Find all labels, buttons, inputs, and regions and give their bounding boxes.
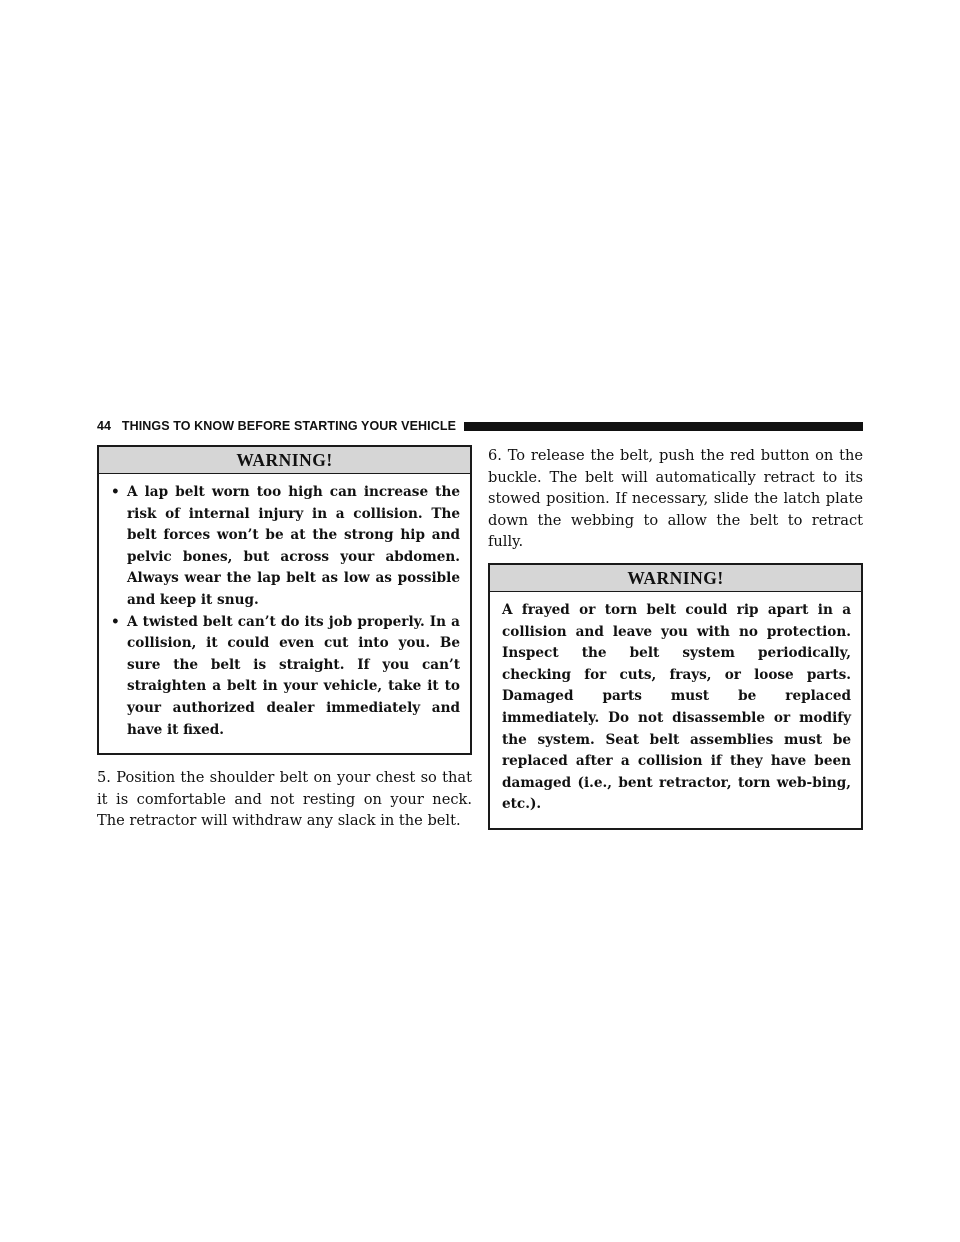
lap-belt-warning-box [97, 445, 472, 755]
header-rule [464, 422, 863, 431]
warning-title: WARNING! [99, 447, 470, 474]
release-belt-paragraph: 6. To release the belt, push the red button on the buckle. The belt will automatically retract to its stowed position. If necessary, slide the latch plate down the webbing to allow the belt to retract fully. [488, 447, 863, 551]
section-title: THINGS TO KNOW BEFORE STARTING YOUR VEHICLE [121, 419, 457, 433]
bullet-icon: • [111, 484, 120, 500]
warning-bullet-item [111, 612, 460, 742]
right-column [488, 445, 863, 830]
frayed-belt-warning-box [488, 563, 863, 830]
warning-body [99, 474, 470, 753]
warning-bullet-item [111, 482, 460, 612]
warning-body: A frayed or torn belt could rip apart in a collision and leave you with no protection. Inspect the belt system periodically, checking for cuts, frays, or loose parts. Damaged parts must be replaced immediately. Do not disassemble or modify the system. Seat belt assemblies must be replaced after a collision if they have been damaged (i.e., bent retractor, torn web-bing, etc.). [502, 601, 851, 813]
warning-title: WARNING! [490, 565, 861, 592]
warning-bullet-text: A lap belt worn too high can increase the risk of internal injury in a collision. The belt forces won’t be at the strong hip and pelvic bones, but across your abdomen. Always wear the lap belt as low as possible and keep it snug. [127, 484, 460, 608]
page-header-text [97, 419, 456, 433]
shoulder-belt-paragraph: 5. Position the shoulder belt on your chest so that it is comfortable and not resting on your neck. The retractor will withdraw any slack in the belt. [97, 769, 472, 830]
left-column [97, 445, 472, 832]
page-header [97, 418, 863, 434]
warning-bullet-text: A twisted belt can’t do its job properly. In a collision, it could even cut into you. Be sure the belt is straight. If you can’t straighten a belt in your vehicle, take it to your authorized dealer immediately and have it fixed. [127, 613, 460, 738]
page-number: 44 [97, 419, 112, 433]
bullet-icon: • [111, 613, 120, 630]
